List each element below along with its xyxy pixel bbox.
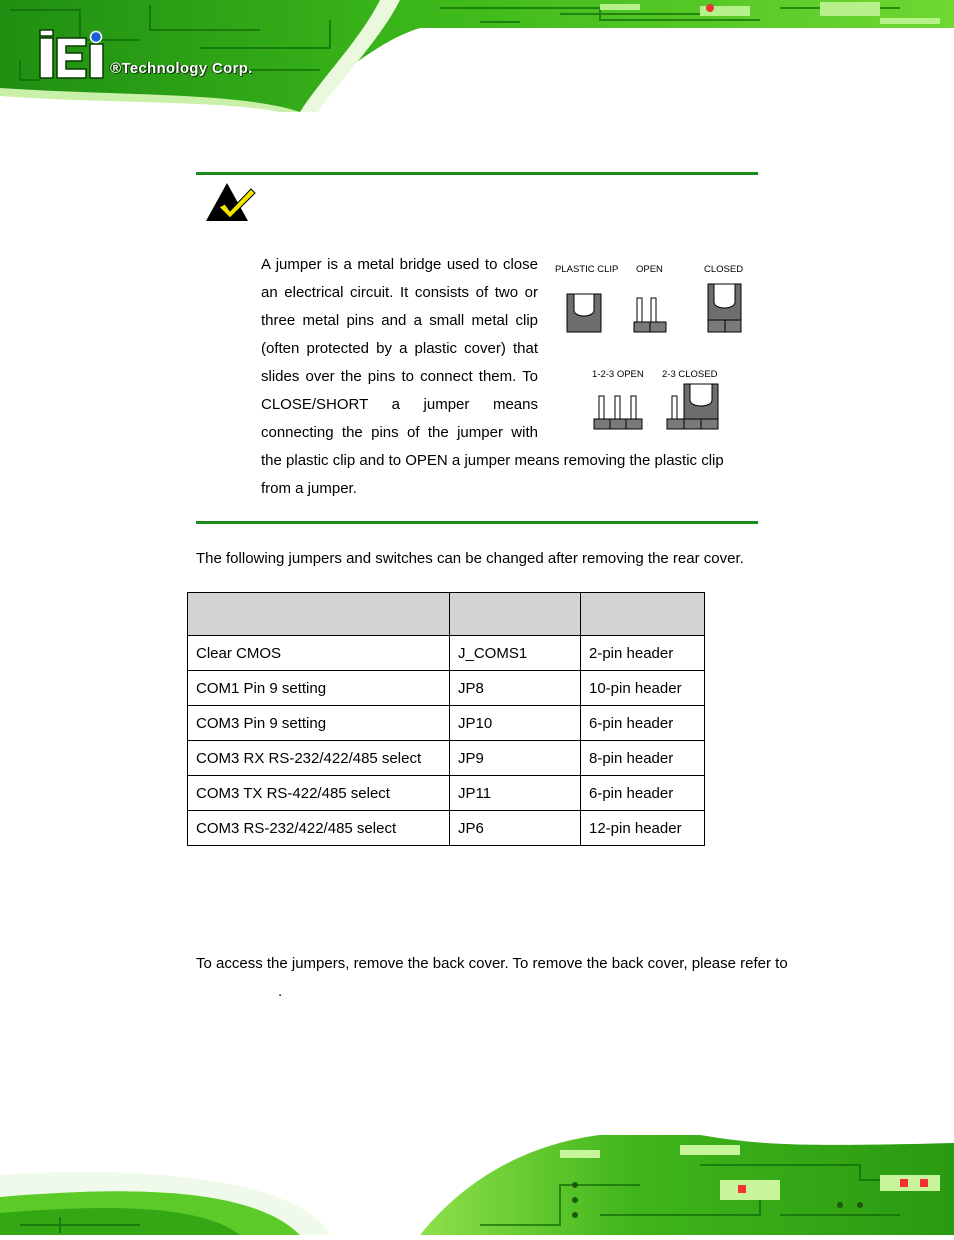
table-cell: 10-pin header — [581, 671, 705, 706]
jumpers-table — [187, 592, 705, 846]
note-check-icon — [205, 181, 257, 228]
note-line: (often protected by a plastic cover) that — [261, 340, 538, 357]
table-cell: COM3 RX RS-232/422/485 select — [188, 741, 450, 776]
label-open: OPEN — [636, 264, 663, 275]
label-plastic-clip: PLASTIC CLIP — [555, 264, 619, 275]
note-bottom-rule — [196, 521, 758, 524]
table-header-cell — [450, 593, 581, 636]
access-tail: . — [278, 983, 283, 1000]
table-cell: J_COMS1 — [450, 636, 581, 671]
note-text-tail — [261, 447, 761, 503]
note-line: A jumper is a metal bridge used to close — [261, 256, 538, 273]
note-line: from a jumper. — [261, 480, 357, 497]
note-line: connecting the pins of the jumper with — [261, 424, 538, 441]
intro-paragraph: The following jumpers and switches can be changed after removing the rear cover. — [196, 550, 744, 567]
table-cell: JP11 — [450, 776, 581, 811]
label-23-closed: 2-3 CLOSED — [662, 369, 718, 380]
table-header-row — [188, 593, 705, 636]
jumper-drawings — [550, 258, 760, 438]
note-line: the plastic clip and to OPEN a jumper means removing the plastic clip — [261, 452, 724, 469]
table-cell: JP9 — [450, 741, 581, 776]
pcb-header-graphic — [0, 0, 954, 112]
note-line: three metal pins and a small metal clip — [261, 312, 538, 329]
note-line: CLOSE/SHORT a jumper means — [261, 396, 538, 413]
note-text-block — [261, 251, 538, 447]
table-row — [188, 811, 705, 846]
table-cell: COM1 Pin 9 setting — [188, 671, 450, 706]
table-cell: JP6 — [450, 811, 581, 846]
table-row — [188, 776, 705, 811]
table-row — [188, 636, 705, 671]
table-cell: Clear CMOS — [188, 636, 450, 671]
table-header-cell — [188, 593, 450, 636]
note-line: slides over the pins to connect them. To — [261, 368, 538, 385]
pcb-footer-graphic — [0, 1125, 954, 1235]
table-cell: 8-pin header — [581, 741, 705, 776]
label-closed: CLOSED — [704, 264, 744, 275]
table-cell: 6-pin header — [581, 776, 705, 811]
table-row — [188, 741, 705, 776]
note-top-rule — [196, 172, 758, 175]
table-cell: 6-pin header — [581, 706, 705, 741]
company-name: ®Technology Corp. — [110, 60, 253, 77]
table-cell: COM3 RS-232/422/485 select — [188, 811, 450, 846]
table-cell: COM3 TX RS-422/485 select — [188, 776, 450, 811]
header-banner — [0, 0, 954, 112]
table-cell: JP10 — [450, 706, 581, 741]
access-paragraph: To access the jumpers, remove the back cover. To remove the back cover, please refer to — [196, 955, 788, 972]
table-cell: 12-pin header — [581, 811, 705, 846]
label-123-open: 1-2-3 OPEN — [592, 369, 644, 380]
table-cell: JP8 — [450, 671, 581, 706]
table-row — [188, 706, 705, 741]
note-line: an electrical circuit. It consists of two or — [261, 284, 538, 301]
jumper-diagram — [550, 258, 760, 438]
table-cell: 2-pin header — [581, 636, 705, 671]
table-header-cell — [581, 593, 705, 636]
footer-banner — [0, 1125, 954, 1235]
table-cell: COM3 Pin 9 setting — [188, 706, 450, 741]
table-row — [188, 671, 705, 706]
